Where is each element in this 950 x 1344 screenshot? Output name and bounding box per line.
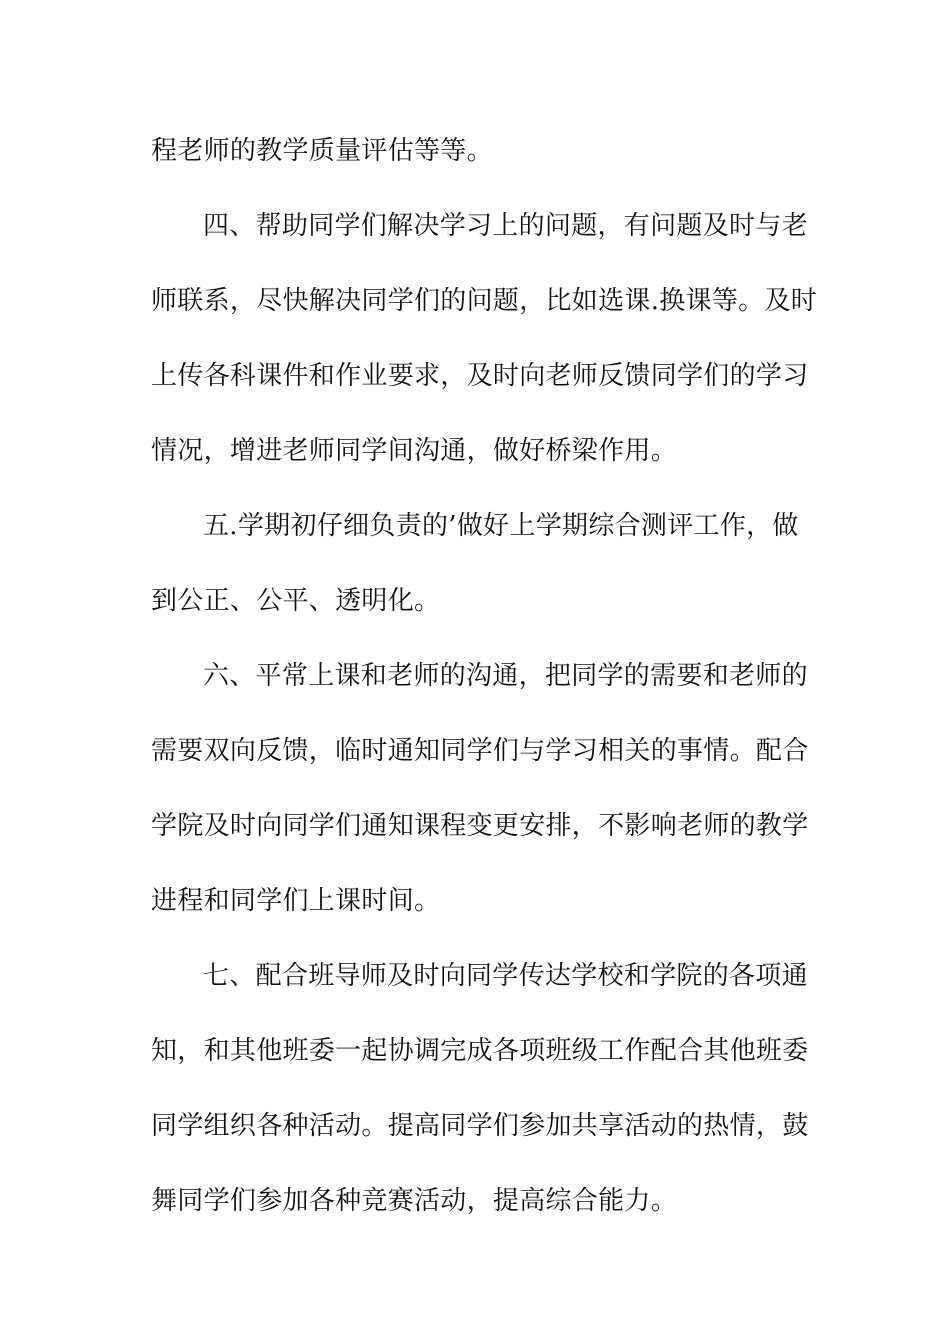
text-line: 上传各科课件和作业要求，及时向老师反馈同学们的学习 xyxy=(151,361,809,391)
paragraph-four-start: 四、帮助同学们解决学习上的问题，有问题及时与老 xyxy=(203,211,808,241)
text-line: 进程和同学们上课时间。 xyxy=(151,886,441,916)
document-body xyxy=(151,127,818,1252)
text-line: 需要双向反馈，临时通知同学们与学习相关的事情。配合 xyxy=(151,736,809,766)
paragraph-six-start: 六、平常上课和老师的沟通，把同学的需要和老师的 xyxy=(203,661,808,691)
text-line: 情况，增进老师同学间沟通，做好桥梁作用。 xyxy=(151,436,678,466)
text-line: 同学组织各种活动。提高同学们参加共享活动的热情，鼓 xyxy=(151,1111,809,1141)
text-line: 知，和其他班委一起协调完成各项班级工作配合其他班委 xyxy=(151,1036,809,1066)
text-line: 程老师的教学质量评估等等。 xyxy=(151,136,493,166)
text-line: 到公正、公平、透明化。 xyxy=(151,586,441,616)
text-line: 舞同学们参加各种竞赛活动，提高综合能力。 xyxy=(151,1186,678,1216)
paragraph-seven-start: 七、配合班导师及时向同学传达学校和学院的各项通 xyxy=(203,961,808,991)
text-line: 学院及时向同学们通知课程变更安排，不影响老师的教学 xyxy=(151,811,809,841)
paragraph-five-start: 五.学期初仔细负责的’做好上学期综合测评工作，做 xyxy=(203,511,799,541)
text-line: 师联系，尽快解决同学们的问题，比如选课.换课等。及时 xyxy=(151,286,818,316)
